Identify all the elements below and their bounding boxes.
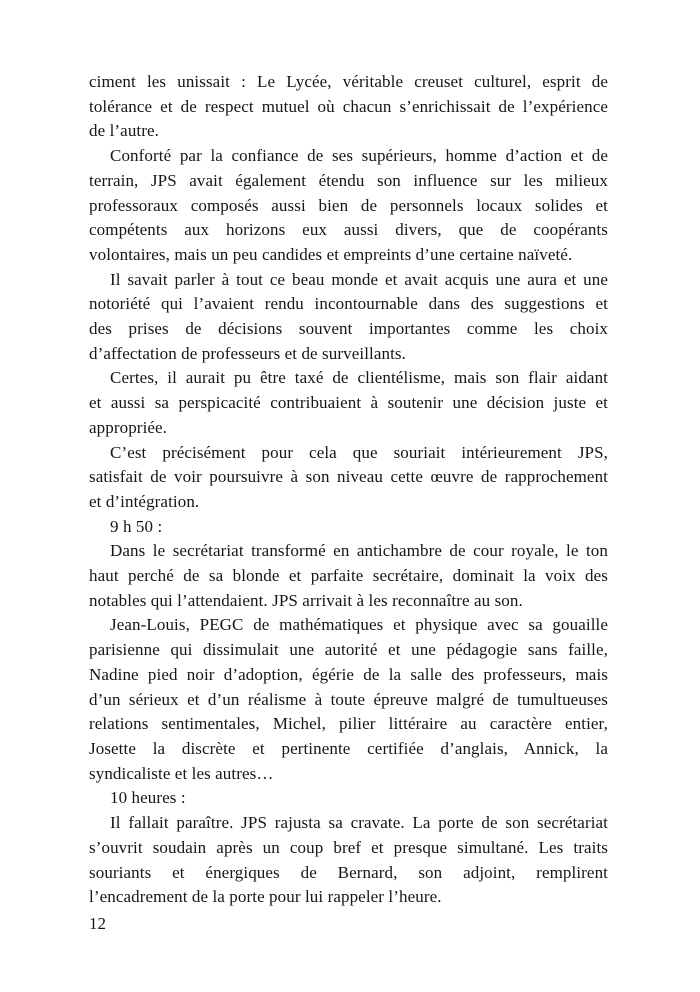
text-line: s’ouvrit soudain après un coup bref et presque simultané. Les traits	[89, 837, 608, 857]
text-line: Il fallait paraître. JPS rajusta sa cravate. La porte de son secrétariat	[110, 813, 608, 833]
text-line: Josette la discrète et pertinente certifiée d’anglais, Annick, la	[89, 738, 608, 758]
text-line: notoriété qui l’avaient rendu incontournable dans des suggestions et	[89, 294, 608, 314]
text-line: 9 h 50 :	[110, 516, 163, 536]
paragraph	[89, 70, 608, 144]
text-line: souriants et énergiques de Bernard, son adjoint, remplirent	[89, 862, 608, 882]
text-line: tolérance et de respect mutuel où chacun s’enrichissait de l’expérience	[89, 96, 608, 116]
text-line: l’encadrement de la porte pour lui rappeler l’heure.	[89, 887, 442, 907]
text-line: et aussi sa perspicacité contribuaient à soutenir une décision juste et	[89, 393, 608, 413]
text-line: ciment les unissait : Le Lycée, véritable creuset culturel, esprit de	[89, 72, 608, 91]
text-line: syndicaliste et les autres…	[89, 763, 274, 783]
text-line: des prises de décisions souvent importantes comme les choix	[89, 319, 608, 339]
paragraph-time-heading	[89, 515, 608, 540]
text-line: 10 heures :	[110, 788, 186, 808]
text-line: d’affectation de professeurs et de surveillants.	[89, 343, 406, 363]
paragraph	[89, 268, 608, 367]
text-line: Dans le secrétariat transformé en antichambre de cour royale, le ton	[110, 541, 608, 561]
text-line: parisienne qui dissimulait une autorité et une pédagogie sans faille,	[89, 640, 608, 660]
text-line: appropriée.	[89, 417, 168, 437]
text-line: C’est précisément pour cela que souriait intérieurement JPS,	[110, 442, 608, 462]
paragraph	[89, 613, 608, 786]
text-line: relations sentimentales, Michel, pilier littéraire au caractère entier,	[89, 714, 608, 734]
text-line: volontaires, mais un peu candides et empreints d’une certaine naïveté.	[89, 244, 573, 264]
paragraph	[89, 366, 608, 440]
text-line: compétents aux horizons eux aussi divers, que de coopérants	[89, 220, 608, 240]
text-line: terrain, JPS avait également étendu son influence sur les milieux	[89, 170, 608, 190]
paragraph	[89, 441, 608, 515]
page-text	[89, 70, 608, 910]
text-line: notables qui l’attendaient. JPS arrivait à les reconnaître au son.	[89, 590, 523, 610]
page-number: 12	[89, 914, 106, 933]
text-line: d’un sérieux et d’un réalisme à toute épreuve malgré de tumultueuses	[89, 689, 608, 709]
text-line: de l’autre.	[89, 121, 160, 141]
text-line: Certes, il aurait pu être taxé de clientélisme, mais son flair aidant	[110, 368, 608, 388]
paragraph	[89, 144, 608, 268]
text-line: et d’intégration.	[89, 491, 200, 511]
text-line: professoraux composés aussi bien de personnels locaux solides et	[89, 195, 608, 215]
text-line: satisfait de voir poursuivre à son niveau cette œuvre de rapprochement	[89, 467, 608, 487]
text-line: haut perché de sa blonde et parfaite secrétaire, dominait la voix des	[89, 566, 608, 586]
paragraph-time-heading	[89, 786, 608, 811]
text-line: Nadine pied noir d’adoption, égérie de la salle des professeurs, mais	[89, 664, 608, 684]
text-line: Jean-Louis, PEGC de mathématiques et physique avec sa gouaille	[110, 615, 608, 635]
text-line: Il savait parler à tout ce beau monde et avait acquis une aura et une	[110, 269, 608, 289]
text-line: Conforté par la confiance de ses supérieurs, homme d’action et de	[110, 146, 608, 166]
paragraph	[89, 811, 608, 910]
paragraph	[89, 539, 608, 613]
